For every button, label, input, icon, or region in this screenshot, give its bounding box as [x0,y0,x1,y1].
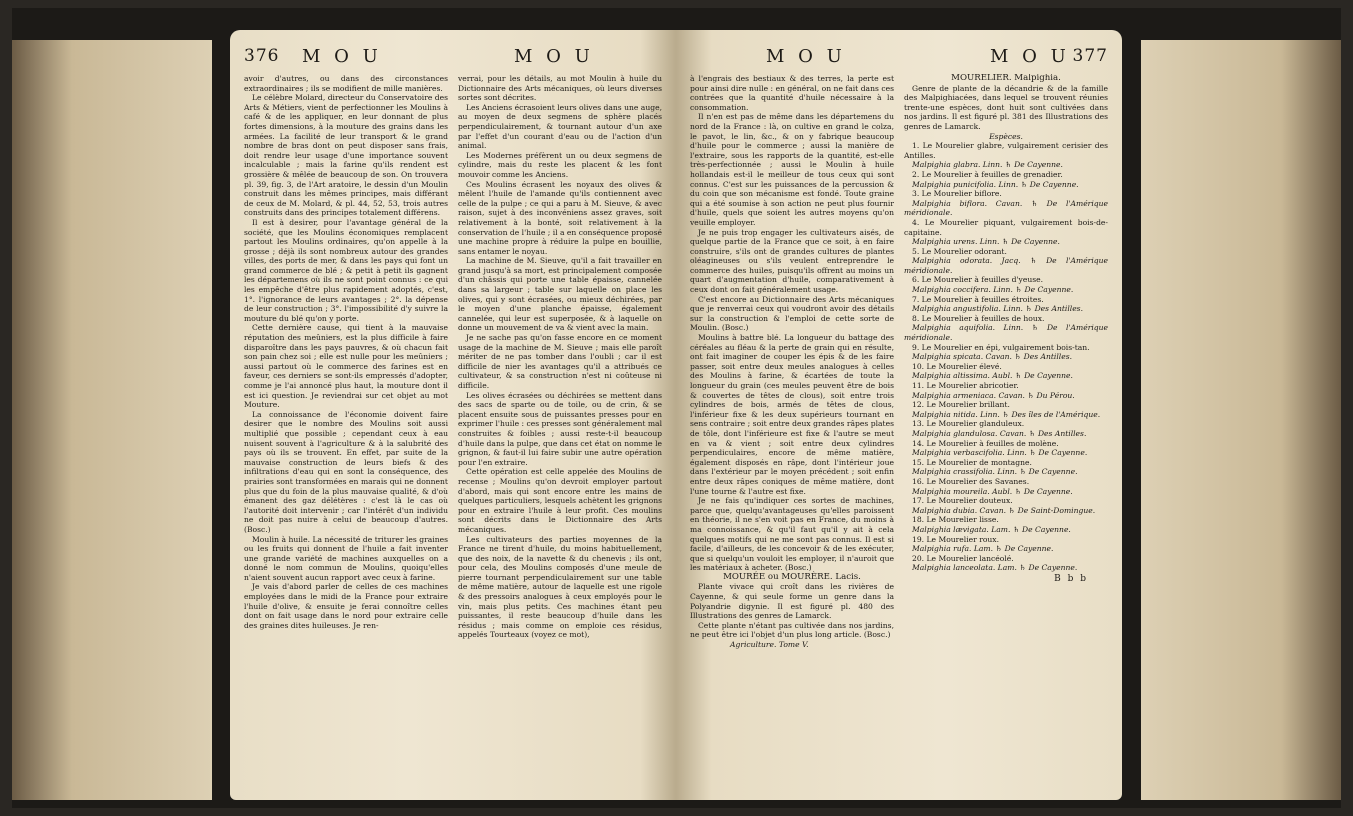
species-name: 8. Le Mourelier à feuilles de houx. [912,313,1045,323]
species-name: 12. Le Mourelier brillant. [912,400,1010,410]
left-page-header [244,46,662,72]
paragraph: Moulins à battre blé. La longueur du battage des céréales au fléau & la perte de grain qui en résulte, ont fait imaginer de couper les épis & de les faire passer, soit entre deux meules analogues à celles des Moulins à farine, & écartées de toute la longueur du grain (ces meules peuvent être de bois & couvertes de têtes de clous), soit entre trois cylindres de bois, armés de têtes de clous, l'inférieur fixe & les deux supérieurs tournant en sens contraire ; soit entre deux grandes râpes plates de tôle, dont l'inférieure est fixe & l'autre se meut en va & vient ; soit entre deux cylindres perpendiculaires, encore de même matière, également disposés en râpe, dont l'intérieur joue dans l'extérieur par le moyen précédent ; soit enfin entre deux râpes coniques de même matière, dont l'une tourne & l'autre est fixe. [690,333,894,496]
paragraph: Les Modernes préfèrent un ou deux segmens de cylindre, mais du reste les placent & les font mouvoir comme les Anciens. [458,150,662,179]
species-latin: Malpighia odorata. Jacq. ♄ De l'Amérique méridionale. [904,256,1108,275]
running-head: M O U [766,46,846,67]
species-latin: Malpighia punicifolia. Linn. ♄ De Cayenne. [912,179,1079,189]
species-latin: Malpighia nitida. Linn. ♄ Des îles de l'Amérique. [912,409,1101,419]
species-name: 16. Le Mourelier des Savanes. [912,476,1030,486]
paragraph: à l'engrais des bestiaux & des terres, la perte est pour ainsi dire nulle : en général, on ne fait dans ces contrées que la quantité d'huile nécessaire à la consommation. [690,74,894,112]
species-name: 1. Le Mourelier glabre, vulgairement cerisier des Antilles. [904,141,1108,160]
species-name: 13. Le Mourelier glanduleux. [912,419,1025,429]
species-name: 9. Le Mourelier en épi, vulgairement bois-tan. [912,342,1090,352]
paragraph: Plante vivace qui croît dans les rivières de Cayenne, & qui seule forme un genre dans la Polyandrie digynie. Il est figuré pl. 480 des Illustrations des genres de Lamarck. [690,582,894,621]
species-latin: Malpighia aquifolia. Linn. ♄ De l'Amérique méridionale. [904,323,1108,343]
species-name: 15. Le Mourelier de montagne. [912,457,1032,467]
footer-volume: Agriculture. Tome V. [730,640,809,650]
paragraph: Je ne sache pas qu'on fasse encore en ce moment usage de la machine de M. Sieuve ; mais elle paroît mériter de ne pas tomber dans l'oubli ; car il est difficile de nier les avantages qu'il a attribués ce cultivateur, & sa construction n'est ni coûteuse ni difficile. [458,333,662,390]
paragraph: Je vais d'abord parler de celles de ces machines employées dans le midi de la France pour extraire l'huile d'olive, & ensuite je ferai connoître celles dont on fait usage dans le nord pour extraire celle des graines dites huileuses. Je ren- [244,582,448,630]
species-name: 19. Le Mourelier roux. [912,534,999,544]
species-latin: Malpighia armeniaca. Cavan. ♄ Du Pérou. [912,390,1075,400]
species-latin: Malpighia crassifolia. Linn. ♄ De Cayenne. [912,467,1078,477]
left-page-columns [244,74,662,790]
species-list [904,141,1108,573]
signature-mark: B b b [1054,573,1088,584]
paragraph: Cette opération est celle appelée des Moulins de recense ; Moulins qu'on devroit employer partout d'abord, mais qui sont encore entre les mains de quelques particuliers, lesquels achètent les grignons pour en extraire l'huile à leur profit. Ces moulins sont décrits dans le Dictionnaire des Arts mécaniques. [458,467,662,534]
right-page-columns [690,74,1108,790]
species-name: 6. Le Mourelier à feuilles d'yeuse. [912,275,1044,285]
running-head: M O U [990,46,1070,67]
running-head: M O U [302,46,382,67]
right-page-header [690,46,1108,72]
paragraph: verrai, pour les détails, au mot Moulin à huile du Dictionnaire des Arts mécaniques, où leurs diverses sortes sont décrites. [458,74,662,103]
species-name: 20. Le Mourelier lancéolé. [912,553,1014,563]
right-column-1 [690,74,894,790]
species-latin: Malpighia verbascifolia. Linn. ♄ De Cayenne. [912,448,1088,458]
left-column-1 [244,74,448,790]
paragraph: Moulin à huile. La nécessité de triturer les graines ou les fruits qui donnent de l'huile a fait inventer une grande variété de machines auxquelles on a donné le nom commun de Moulins, quoiqu'elles n'aient souvent aucun rapport avec ceux à farine. [244,534,448,582]
paragraph: Les Anciens écrasoient leurs olives dans une auge, au moyen de deux segmens de sphère placés perpendiculairement, & tournant autour d'un axe par l'effet d'un courant d'eau ou de l'action d'un animal. [458,102,662,151]
paragraph: Il est à desirer, pour l'avantage général de la société, que les Moulins économiques remplacent partout les Moulins ordinaires, qu'on appelle à la grosse ; déjà ils sont nombreux autour des grandes villes, des ports de mer, & dans les pays qui font un grand commerce de blé ; & petit à petit ils gagnent les départemens où ils ne sont point connus : ce qui les empêche d'être plus rapidement adoptés, c'est, 1°. l'ignorance de leurs avantages ; 2°. la dépense de leur construction ; 3°. l'impossibilité d'y suivre la mouture du blé qu'on y porte. [244,217,448,323]
paragraph: La connoissance de l'économie doivent faire desirer que le nombre des Moulins soit aussi multiplié que possible ; cependant ceux à eau nuisent souvent à l'agriculture & à la salubrité des pays où ils se trouvent. En effet, par suite de la mauvaise construction de leurs biefs & des infiltrations d'eau qui en sont la conséquence, des prairies sont transformées en marais qui ne donnent plus que du foin de la plus mauvaise qualité, & d'où émanent des gaz délétères : c'est là le cas où l'autorité doit intervenir ; car l'intérêt d'un individu ne doit pas nuire à celui de beaucoup d'autres. (Bosc.) [244,409,448,534]
right-column-2 [904,74,1108,790]
species-latin: Malpighia moureila. Aubl. ♄ De Cayenne. [912,486,1073,496]
species-latin: Malpighia spicata. Cavan. ♄ Des Antilles. [912,352,1073,362]
paragraph: Je ne puis trop engager les cultivateurs aisés, de quelque partie de la France que ce soit, à en faire construire, s'ils ont de grandes cultures de plantes oléagineuses ou s'ils veulent entreprendre le commerce des huiles, puisqu'ils offrent au moins un quart d'augmentation d'huile, comparativement à ceux dont on fait généralement usage. [690,227,894,295]
paragraph: C'est encore au Dictionnaire des Arts mécaniques que je renverrai ceux qui voudront avoir des détails sur la construction & l'emploi de cette sorte de Moulin. (Bosc.) [690,294,894,333]
species-name: 2. Le Mourelier à feuilles de grenadier. [912,169,1063,179]
species-name: 7. Le Mourelier à feuilles étroites. [912,294,1044,304]
species-latin: Malpighia dubia. Cavan. ♄ De Saint-Domingue. [912,505,1096,515]
paragraph: Ces Moulins écrasent les noyaux des olives & mêlent l'huile de l'amande qu'ils contiennent avec celle de la pulpe ; ce qui a paru à M. Sieuve, & avec raison, sujet à des inconvéniens assez graves, soit relativement à la bonté, soit relativement à la conservation de l'huile ; il a en conséquence proposé une machine propre à réduire la pulpe en bouillie, sans entamer le noyau. [458,179,662,256]
left-page [230,30,676,800]
page-number: 376 [244,46,280,66]
species-latin: Malpighia rufa. Lam. ♄ De Cayenne. [912,544,1054,554]
especes-heading: Espèces. [989,131,1023,141]
species-latin: Malpighia coccifera. Linn. ♄ De Cayenne. [912,285,1074,295]
species-name: 10. Le Mourelier élevé. [912,361,1002,371]
species-name: 4. Le Mourelier piquant, vulgairement bois-de-capitaine. [904,217,1108,237]
paragraph: Cette plante n'étant pas cultivée dans nos jardins, ne peut être ici l'objet d'un plus long article. (Bosc.) [690,620,894,640]
species-latin: Malpighia lævigata. Lam. ♄ De Cayenne. [912,524,1071,534]
species-name: 17. Le Mourelier douteux. [912,496,1013,506]
species-latin: Malpighia glandulosa. Cavan. ♄ Des Antilles. [912,428,1087,438]
right-page-stack [1141,40,1341,800]
paragraph: Les olives écrasées ou déchirées se mettent dans des sacs de sparte ou de toile, ou de crin, & se placent ensuite sous de puissantes presses pour en exprimer l'huile : ces presses sont généralement mal construites & foibles ; aussi reste-t-il beaucoup d'huile dans la pulpe, que dans cet état on nomme le grignon, & faut-il lui faire subir une autre opération pour l'en extraire. [458,390,662,467]
species-latin: Malpighia biflora. Cavan. ♄ De l'Amérique méridionale. [904,198,1108,218]
species-name: 11. Le Mourelier abricotier. [912,381,1019,390]
species-latin: Malpighia glabra. Linn. ♄ De Cayenne. [912,160,1063,170]
left-page-stack [12,40,212,800]
running-head: M O U [514,46,594,67]
species-name: 5. Le Mourelier odorant. [912,246,1007,256]
paragraph: Cette dernière cause, qui tient à la mauvaise réputation des meûniers, est la plus difficile à faire disparoître dans les pays pauvres, & où chacun fait son pain chez soi ; elle est nulle pour les meûniers ; aussi partout où le commerce des farines est en faveur, ces derniers se sont-ils empressés d'adopter, comme je l'ai annoncé plus haut, la mouture dont il est ici question. Je reviendrai sur cet objet au mot Mouture. [244,323,448,410]
right-page [676,30,1122,800]
paragraph: Je ne fais qu'indiquer ces sortes de machines, parce que, quelqu'avantageuses qu'elles paroissent en théorie, il ne s'en voit pas en France, du moins à ma connoissance, & qu'il faut qu'il y ait à cela quelques motifs qui ne me sont pas connus. Il est si facile, d'ailleurs, de les concevoir & de les exécuter, que si quelqu'un vouloit les employer, il n'auroit que les matériaux à acheter. (Bosc.) [690,496,894,573]
paragraph: Le célèbre Molard, directeur du Conservatoire des Arts & Métiers, vient de perfectionner les Moulins à café & de les appliquer, en leur donnant de plus fortes dimensions, à la mouture des grains dans les armées. La facilité de leur transport & le grand nombre de bras dont on peut disposer sans frais, doit rendre leur usage d'une importance souvent incalculable ; mais la farine qu'ils rendent est grossière & mêlée de beaucoup de son. On trouvera pl. 39, fig. 3, de l'Art aratoire, le dessin d'un Moulin construit dans les mêmes principes, mais différant de ceux de M. Molard, & pl. 44, 52, 53, trois autres construits dans des principes totalement différens. [244,93,448,218]
left-column-2 [458,74,662,790]
paragraph: La machine de M. Sieuve, qu'il a fait travailler en grand jusqu'à sa mort, est principalement composée d'un châssis qui porte une table épaisse, cannelée dans sa largeur ; table sur laquelle on place les olives, qui y sont écrasées, ou mieux déchirées, par le moyen d'une planche épaisse, également cannelée, qui leur est superposée, & à laquelle on donne un mouvement de va & vient avec la main. [458,256,662,333]
species-name: 18. Le Mourelier lisse. [912,515,999,525]
paragraph: Les cultivateurs des parties moyennes de la France ne tirent d'huile, du moins habituellement, que des noix, de la navette & du chenevis ; ils ont, pour cela, des Moulins composés d'une meule de pierre tournant perpendiculairement sur une table de même matière, autour de laquelle est une rigole & des pressoirs analogues à ceux employés pour le vin, mais plus petits. Ces machines étant peu puissantes, il reste beaucoup d'huile dans les résidus ; mais comme on emploie ces résidus, appelés Tourteaux (voyez ce mot), [458,534,662,640]
page-number: 377 [1072,46,1108,66]
species-name: 3. Le Mourelier biflore. [912,189,1002,199]
species-latin: Malpighia altissima. Aubl. ♄ De Cayenne. [912,371,1073,381]
paragraph: avoir d'autres, ou dans des circonstances extraordinaires ; ils se modifient de mille manières. [244,74,448,93]
species-latin: Malpighia urens. Linn. ♄ De Cayenne. [912,237,1060,247]
paragraph: Genre de plante de la décandrie & de la famille des Malpighiacées, dans lequel se trouvent réunies trente-une espèces, dont huit sont cultivées dans nos jardins. Il est figuré pl. 381 des Illustrations des genres de Lamarck. [904,83,1108,131]
paragraph: Il n'en est pas de même dans les départemens du nord de la France : là, on cultive en grand le colza, le pavot, le lin, &c., & on y fabrique beaucoup d'huile pour le commerce ; aussi la manière de l'extraire, sous les rapports de la quantité, est-elle très-perfectionnée ; aussi le Moulin à huile hollandais est-il le meilleur de tous ceux qui sont connus. C'est sur les puissances de la percussion & du coin que son mécanisme est fondé. Toute graine qui a été soumise à son action ne peut plus fournir d'huile, quels que soient les autres moyens qu'on veuille employer. [690,112,894,227]
species-name: 14. Le Mourelier à feuilles de molène. [912,438,1059,448]
entry-title-mouree: MOURÉE ou MOURÈRE. Lacis. [723,571,861,582]
species-latin: Malpighia lanceolata. Lam. ♄ De Cayenne. [912,563,1078,573]
entry-title-mourelier: MOURELIER. Malpighia. [951,74,1061,83]
species-latin: Malpighia angustifolia. Linn. ♄ Des Antilles. [912,304,1083,314]
